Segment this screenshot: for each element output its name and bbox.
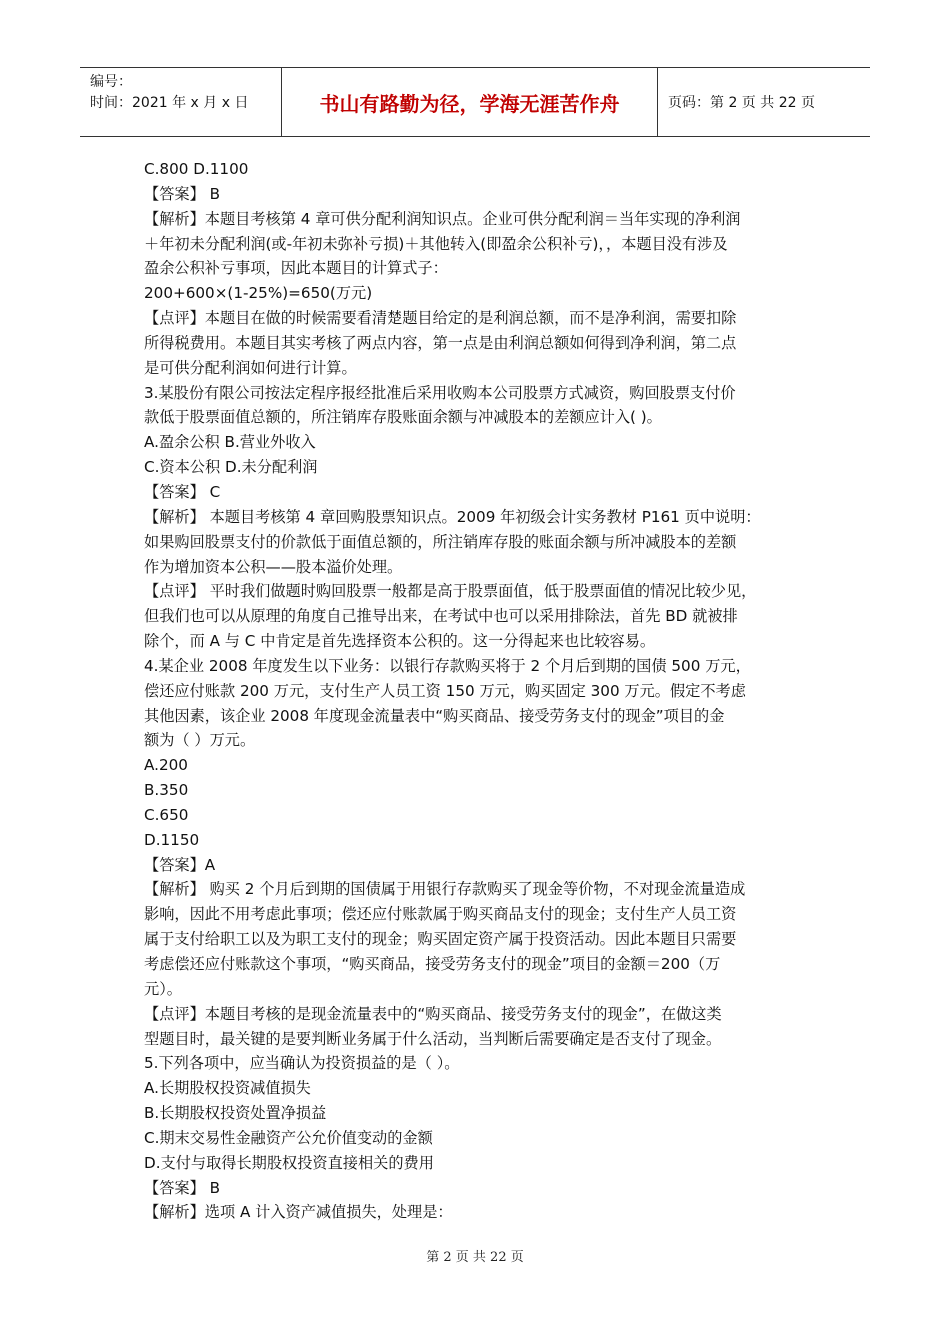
text-line: 款低于股票面值总额的，所注销库存股账面余额与冲减股本的差额应计入( )。 — [144, 408, 662, 427]
text-line: 偿还应付账款 200 万元，支付生产人员工资 150 万元，购买固定 300 万元。假定不考虑 — [144, 681, 746, 700]
text-line: 【解析】 购买 2 个月后到期的国债属于用银行存款购买了现金等价物，不对现金流量造成 — [144, 880, 746, 899]
page-header — [80, 67, 870, 137]
text-line: 影响，因此不用考虑此事项；偿还应付账款属于购买商品支付的现金；支付生产人员工资 — [144, 905, 737, 924]
text-line: 考虑偿还应付账款这个事项，“购买商品，接受劳务支付的现金”项目的金额＝200（万 — [144, 955, 721, 973]
text-line: 3.某股份有限公司按法定程序报经批准后采用收购本公司股票方式减资，购回股票支付价 — [144, 383, 736, 402]
text-line: 如果购回股票支付的价款低于面值总额的，所注销库存股的账面余额与所冲减股本的差额 — [144, 532, 737, 551]
text-line: 盈余公积补亏事项，因此本题目的计算式子： — [144, 259, 448, 278]
text-line: 200+600×(1-25%)=650(万元) — [144, 284, 373, 303]
page-footer: 第 2 页 共 22 页 — [426, 1250, 524, 1265]
text-line: 【解析】本题目考核第 4 章可供分配利润知识点。企业可供分配利润＝当年实现的净利润 — [144, 209, 741, 228]
document-body — [144, 157, 812, 1225]
header-page-info: 页码：第 2 页 共 22 页 — [668, 95, 815, 111]
text-line: 【解析】选项 A 计入资产减值损失，处理是： — [144, 1203, 453, 1222]
text-line: 型题目时，最关键的是要判断业务属于什么活动，当判断后需要确定是否支付了现金。 — [144, 1029, 722, 1048]
text-line: D.支付与取得长期股权投资直接相关的费用 — [144, 1153, 434, 1172]
text-line: 元）。 — [144, 979, 182, 998]
text-line: 【答案】 B — [144, 1178, 220, 1197]
text-line: 【答案】 C — [144, 482, 221, 501]
text-line: 【答案】A — [144, 855, 216, 874]
text-line: C.800 D.1100 — [144, 160, 249, 178]
text-line: 除个，而 A 与 C 中肯定是首先选择资本公积的。这一分得起来也比较容易。 — [144, 632, 656, 651]
document-number-label: 编号： — [90, 74, 132, 90]
text-line: 所得税费用。本题目其实考核了两点内容，第一点是由利润总额如何得到净利润，第二点 — [144, 333, 737, 352]
text-line: A.盈余公积 B.营业外收入 — [144, 433, 316, 452]
text-line: 其他因素，该企业 2008 年度现金流量表中“购买商品、接受劳务支付的现金”项目的金 — [144, 706, 725, 725]
text-line: 5.下列各项中，应当确认为投资损益的是（ ）。 — [144, 1054, 460, 1073]
text-line: ＋年初未分配利润(或-年初未弥补亏损)＋其他转入(即盈余公积补亏)，，本题目没有涉及 — [144, 234, 728, 253]
text-line: C.资本公积 D.未分配利润 — [144, 458, 318, 477]
text-line: 但我们也可以从原理的角度自己推导出来，在考试中也可以采用排除法，首先 BD 就被排 — [144, 607, 738, 626]
header-meta — [80, 68, 282, 136]
text-line: C.期末交易性金融资产公允价值变动的金额 — [144, 1128, 433, 1147]
text-line: 【答案】 B — [144, 184, 220, 203]
text-line: B.350 — [144, 781, 189, 800]
text-line: B.长期股权投资处置净损益 — [144, 1104, 327, 1123]
text-line: 属于支付给职工以及为职工支付的现金；购买固定资产属于投资活动。因此本题目只需要 — [144, 930, 737, 949]
text-line: 额为（ ）万元。 — [144, 731, 256, 750]
text-line: 【解析】 本题目考核第 4 章回购股票知识点。2009 年初级会计实务教材 P161 页中说明： — [144, 507, 761, 526]
header-motto: 书山有路勤为径，学海无涯苦作舟 — [282, 68, 658, 136]
text-line: 4.某企业 2008 年度发生以下业务：以银行存款购买将于 2 个月后到期的国债 500 万元， — [144, 656, 751, 675]
text-line: C.650 — [144, 805, 189, 824]
text-line: 【点评】 平时我们做题时购回股票一般都是高于股票面值，低于股票面值的情况比较少见， — [144, 582, 757, 601]
text-line: A.200 — [144, 756, 188, 775]
text-line: 【点评】本题目考核的是现金流量表中的“购买商品、接受劳务支付的现金”，在做这类 — [144, 1004, 722, 1023]
text-line: 是可供分配利润如何进行计算。 — [144, 358, 357, 377]
text-line: A.长期股权投资减值损失 — [144, 1079, 311, 1098]
document-date: 时间：2021 年 x 月 x 日 — [90, 95, 249, 111]
text-line: 作为增加资本公积——股本溢价处理。 — [144, 557, 403, 576]
text-line: 【点评】本题目在做的时候需要看清楚题目给定的是利润总额，而不是净利润，需要扣除 — [144, 309, 737, 328]
text-line: D.1150 — [144, 830, 200, 849]
